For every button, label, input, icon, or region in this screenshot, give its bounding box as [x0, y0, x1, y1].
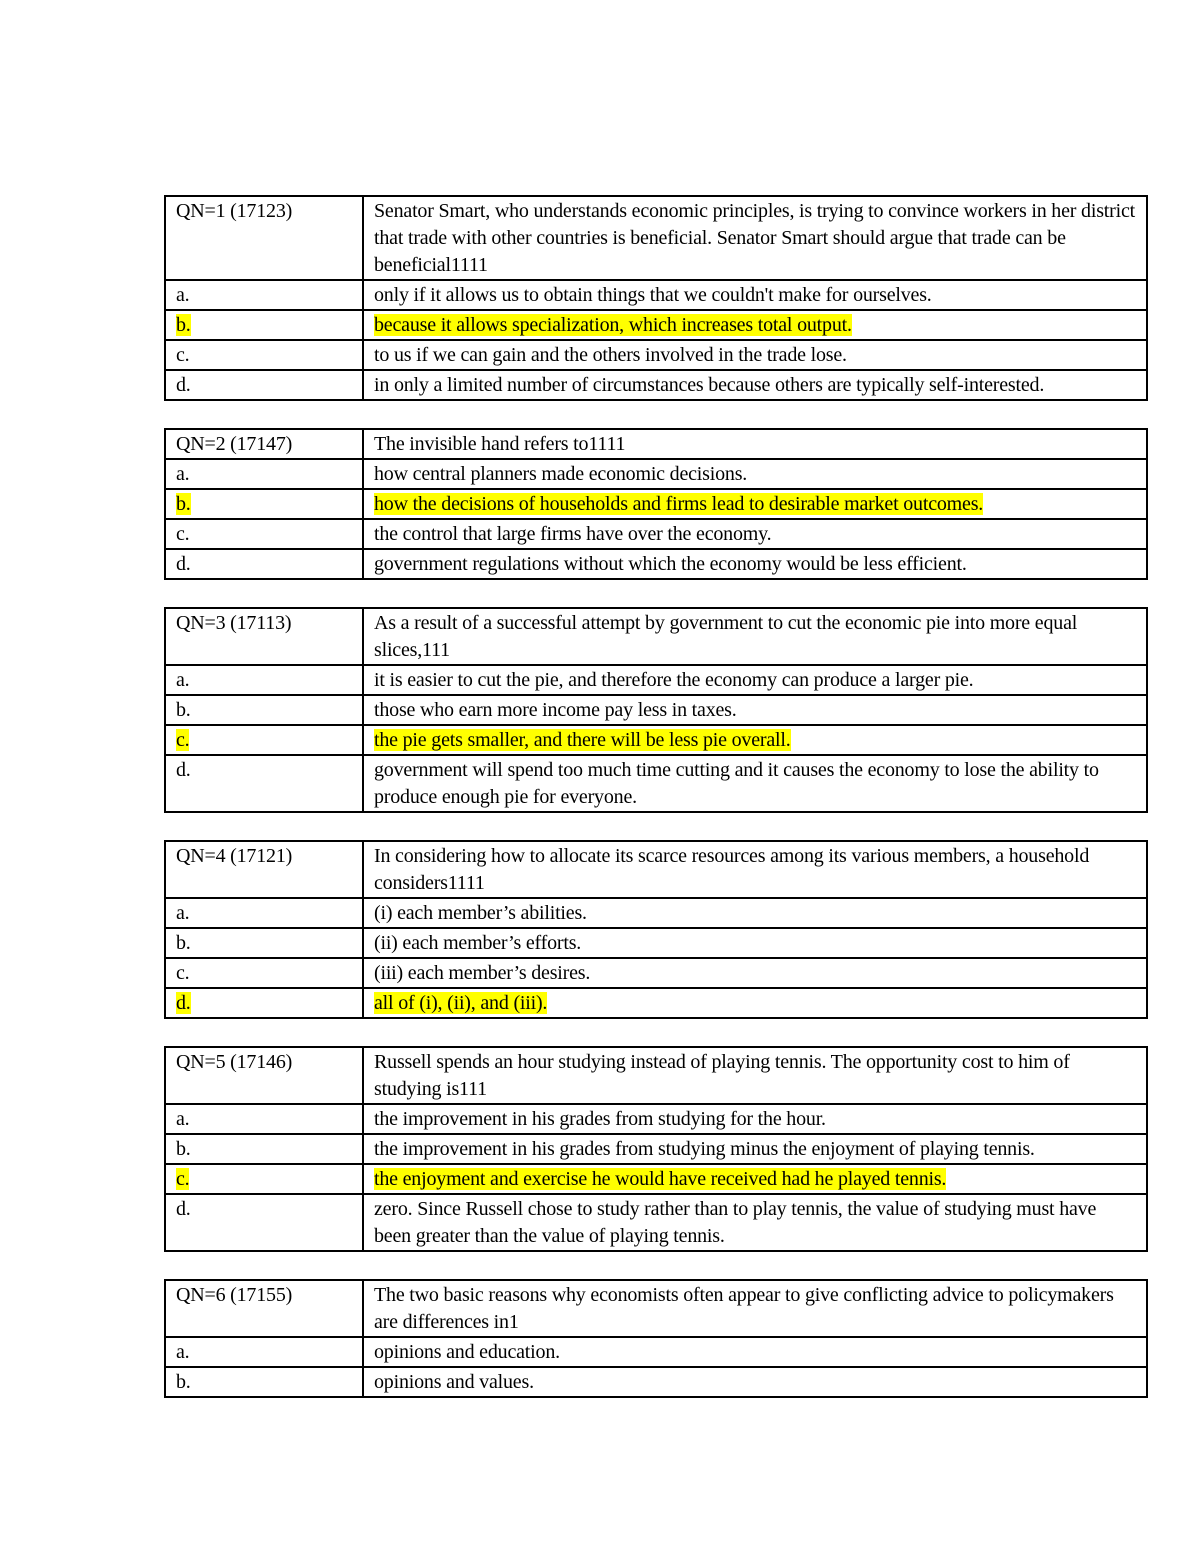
- question-row: [165, 841, 1147, 898]
- option-label-cell: [165, 725, 363, 755]
- question-table: [164, 428, 1148, 580]
- option-label-cell: [165, 549, 363, 579]
- option-row: [165, 898, 1147, 928]
- option-label-cell: [165, 370, 363, 400]
- option-text-cell: [363, 519, 1147, 549]
- option-row: [165, 340, 1147, 370]
- option-text-cell: [363, 1337, 1147, 1367]
- option-row: [165, 280, 1147, 310]
- option-label-cell: [165, 988, 363, 1018]
- option-text: (iii) each member’s desires.: [374, 962, 591, 984]
- question-id: QN=6 (17155): [165, 1280, 363, 1337]
- option-text: (i) each member’s abilities.: [374, 902, 587, 924]
- option-label: d.: [176, 553, 191, 575]
- question-stem: Senator Smart, who understands economic principles, is trying to convince workers in her district that trade with other countries is beneficial. Senator Smart should argue that trade can be beneficial1111: [363, 196, 1147, 280]
- option-label: a.: [176, 463, 190, 485]
- option-text-cell: [363, 898, 1147, 928]
- option-text-cell: [363, 1194, 1147, 1251]
- option-label-cell: [165, 695, 363, 725]
- option-label: a.: [176, 1341, 190, 1363]
- option-label: b.: [176, 699, 191, 721]
- option-label-cell: [165, 665, 363, 695]
- correct-option-label: c.: [176, 1168, 190, 1190]
- question-row: [165, 608, 1147, 665]
- option-text-cell: [363, 549, 1147, 579]
- question-id: QN=5 (17146): [165, 1047, 363, 1104]
- question-id: QN=1 (17123): [165, 196, 363, 280]
- option-text-cell: [363, 1134, 1147, 1164]
- option-row: [165, 928, 1147, 958]
- question-stem: In considering how to allocate its scarce resources among its various members, a household considers1111: [363, 841, 1147, 898]
- option-label-cell: [165, 928, 363, 958]
- option-label-cell: [165, 1134, 363, 1164]
- question-id: QN=3 (17113): [165, 608, 363, 665]
- option-label-cell: [165, 755, 363, 812]
- option-text-cell: [363, 695, 1147, 725]
- option-text: zero. Since Russell chose to study rather than to play tennis, the value of studying must have been greater than the value of playing tennis.: [374, 1198, 1097, 1247]
- option-text: in only a limited number of circumstances because others are typically self-interested.: [374, 374, 1045, 396]
- question-row: [165, 1047, 1147, 1104]
- correct-option-text: how the decisions of households and firms lead to desirable market outcomes.: [374, 493, 984, 515]
- option-text: the improvement in his grades from studying for the hour.: [374, 1108, 826, 1130]
- option-label-cell: [165, 1104, 363, 1134]
- option-text: it is easier to cut the pie, and therefore the economy can produce a larger pie.: [374, 669, 974, 691]
- correct-option-text: the pie gets smaller, and there will be less pie overall.: [374, 729, 791, 751]
- option-row: [165, 310, 1147, 340]
- question-stem: The invisible hand refers to1111: [363, 429, 1147, 459]
- question-stem: As a result of a successful attempt by government to cut the economic pie into more equal slices,111: [363, 608, 1147, 665]
- option-label-cell: [165, 280, 363, 310]
- option-label-cell: [165, 1164, 363, 1194]
- option-text: (ii) each member’s efforts.: [374, 932, 582, 954]
- option-text-cell: [363, 665, 1147, 695]
- option-row: [165, 1164, 1147, 1194]
- option-text-cell: [363, 340, 1147, 370]
- option-label-cell: [165, 340, 363, 370]
- option-row: [165, 1367, 1147, 1397]
- option-row: [165, 665, 1147, 695]
- option-text: the control that large firms have over the economy.: [374, 523, 772, 545]
- option-label: b.: [176, 1138, 191, 1160]
- option-label: c.: [176, 523, 190, 545]
- option-row: [165, 549, 1147, 579]
- question-id: QN=4 (17121): [165, 841, 363, 898]
- option-text: how central planners made economic decisions.: [374, 463, 748, 485]
- option-text-cell: [363, 489, 1147, 519]
- option-row: [165, 755, 1147, 812]
- option-row: [165, 695, 1147, 725]
- option-label: c.: [176, 344, 190, 366]
- option-label-cell: [165, 1367, 363, 1397]
- option-label-cell: [165, 459, 363, 489]
- option-label: a.: [176, 902, 190, 924]
- question-stem: The two basic reasons why economists often appear to give conflicting advice to policymakers are differences in1: [363, 1280, 1147, 1337]
- option-text: the improvement in his grades from studying minus the enjoyment of playing tennis.: [374, 1138, 1035, 1160]
- option-text-cell: [363, 280, 1147, 310]
- option-label-cell: [165, 958, 363, 988]
- question-row: [165, 429, 1147, 459]
- question-table: [164, 1046, 1148, 1252]
- option-text-cell: [363, 1367, 1147, 1397]
- option-label: a.: [176, 284, 190, 306]
- option-text: government will spend too much time cutting and it causes the economy to lose the ability to produce enough pie for everyone.: [374, 759, 1099, 808]
- correct-option-label: b.: [176, 314, 191, 336]
- option-row: [165, 489, 1147, 519]
- correct-option-label: c.: [176, 729, 190, 751]
- option-text: those who earn more income pay less in taxes.: [374, 699, 737, 721]
- option-text-cell: [363, 1104, 1147, 1134]
- option-text-cell: [363, 755, 1147, 812]
- correct-option-label: b.: [176, 493, 191, 515]
- option-label: c.: [176, 962, 190, 984]
- correct-option-text: all of (i), (ii), and (iii).: [374, 992, 548, 1014]
- option-row: [165, 1134, 1147, 1164]
- option-text-cell: [363, 1164, 1147, 1194]
- option-row: [165, 725, 1147, 755]
- question-table: [164, 195, 1148, 401]
- option-text: opinions and education.: [374, 1341, 560, 1363]
- option-text-cell: [363, 988, 1147, 1018]
- question-table: [164, 607, 1148, 813]
- option-row: [165, 1194, 1147, 1251]
- question-row: [165, 1280, 1147, 1337]
- option-row: [165, 1337, 1147, 1367]
- option-label-cell: [165, 310, 363, 340]
- option-text-cell: [363, 958, 1147, 988]
- option-label-cell: [165, 898, 363, 928]
- question-stem: Russell spends an hour studying instead of playing tennis. The opportunity cost to him of studying is111: [363, 1047, 1147, 1104]
- option-text-cell: [363, 370, 1147, 400]
- question-table: [164, 840, 1148, 1019]
- option-label: d.: [176, 1198, 191, 1220]
- option-text-cell: [363, 928, 1147, 958]
- correct-option-label: d.: [176, 992, 191, 1014]
- option-text-cell: [363, 725, 1147, 755]
- question-id: QN=2 (17147): [165, 429, 363, 459]
- option-text-cell: [363, 459, 1147, 489]
- option-label: a.: [176, 1108, 190, 1130]
- option-label-cell: [165, 1337, 363, 1367]
- option-row: [165, 988, 1147, 1018]
- option-text: government regulations without which the economy would be less efficient.: [374, 553, 967, 575]
- option-label-cell: [165, 1194, 363, 1251]
- question-table: [164, 1279, 1148, 1398]
- correct-option-text: the enjoyment and exercise he would have received had he played tennis.: [374, 1168, 947, 1190]
- option-label-cell: [165, 519, 363, 549]
- option-row: [165, 459, 1147, 489]
- question-row: [165, 196, 1147, 280]
- option-text: to us if we can gain and the others involved in the trade lose.: [374, 344, 847, 366]
- correct-option-text: because it allows specialization, which increases total output.: [374, 314, 852, 336]
- option-label: b.: [176, 1371, 191, 1393]
- option-label: b.: [176, 932, 191, 954]
- option-label: d.: [176, 759, 191, 781]
- option-row: [165, 958, 1147, 988]
- option-label: d.: [176, 374, 191, 396]
- question-list: [164, 195, 1148, 1425]
- option-row: [165, 1104, 1147, 1134]
- option-label: a.: [176, 669, 190, 691]
- option-row: [165, 370, 1147, 400]
- option-label-cell: [165, 489, 363, 519]
- option-text: opinions and values.: [374, 1371, 534, 1393]
- option-text-cell: [363, 310, 1147, 340]
- option-row: [165, 519, 1147, 549]
- option-text: only if it allows us to obtain things that we couldn't make for ourselves.: [374, 284, 932, 306]
